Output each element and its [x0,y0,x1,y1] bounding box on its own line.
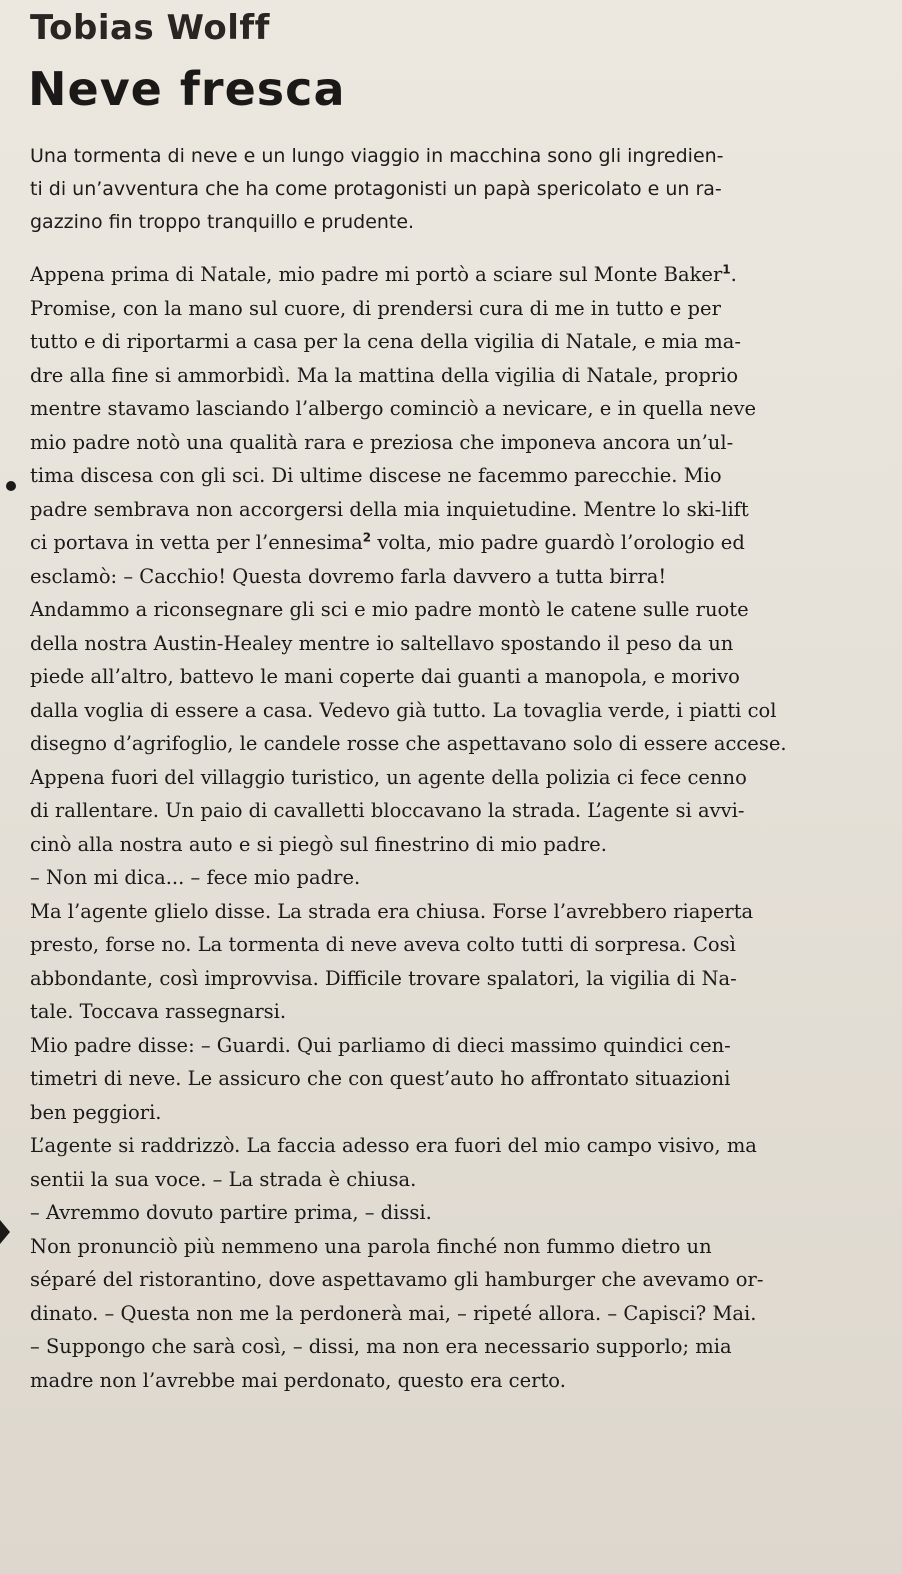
margin-triangle-icon [0,1220,10,1244]
body-line: Ma l’agente glielo disse. La strada era chiusa. Forse l’avrebbero riaperta [30,899,754,923]
author-name: Tobias Wolff [30,8,270,48]
story-body [30,258,898,1397]
story-title: Neve fresca [28,62,346,116]
footnote-mark: 1 [722,262,731,277]
body-line: Non pronunciò più nemmeno una parola finché non fummo dietro un [30,1234,712,1258]
intro-line: Una tormenta di neve e un lungo viaggio in macchina sono gli ingredien- [30,145,724,167]
body-line: – Suppongo che sarà così, – dissi, ma non era necessario supporlo; mia [30,1335,732,1358]
body-line: timetri di neve. Le assicuro che con quest’auto ho affrontato situazioni [30,1067,731,1090]
body-line: – Non mi dica... – fece mio padre. [30,866,361,889]
body-line: disegno d’agrifoglio, le candele rosse che aspettavano solo di essere accese. [30,732,787,755]
body-line: tale. Toccava rassegnarsi. [30,1000,287,1023]
body-line: Andammo a riconsegnare gli sci e mio padre montò le catene sulle ruote [30,598,749,621]
body-line: ben peggiori. [30,1100,162,1124]
body-line: séparé del ristorantino, dove aspettavamo gli hamburger che avevamo or- [30,1268,764,1291]
body-line: padre sembrava non accorgersi della mia inquietudine. Mentre lo ski-lift [30,497,749,521]
intro-line: gazzino fin troppo tranquillo e prudente. [30,211,415,233]
body-line: sentii la sua voce. – La strada è chiusa. [30,1167,417,1191]
body-line: ci portava in vetta per l’ennesima$^2$ volta, mio padre guardò l’orologio ed [30,530,745,554]
body-line: mentre stavamo lasciando l’albergo cominciò a nevicare, e in quella neve [30,397,757,420]
body-line: dre alla fine si ammorbidì. Ma la mattina della vigilia di Natale, proprio [30,363,739,387]
body-line: mio padre notò una qualità rara e preziosa che imponeva ancora un’ul- [30,430,734,454]
body-line: L’agente si raddrizzò. La faccia adesso era fuori del mio campo visivo, ma [30,1134,757,1157]
body-line: piede all’altro, battevo le mani coperte dai guanti a manopola, e morivo [30,665,740,688]
body-line: Promise, con la mano sul cuore, di prendersi cura di me in tutto e per [30,296,721,320]
body-line: presto, forse no. La tormenta di neve aveva colto tutti di sorpresa. Così [30,933,736,956]
body-line: tima discesa con gli sci. Di ultime discese ne facemmo parecchie. Mio [30,464,722,487]
body-line: cinò alla nostra auto e si piegò sul finestrino di mio padre. [30,832,607,856]
body-line: tutto e di riportarmi a casa per la cena della vigilia di Natale, e mia ma- [30,330,741,353]
body-line: Mio padre disse: – Guardi. Qui parliamo di dieci massimo quindici cen- [30,1033,731,1057]
body-line: Appena fuori del villaggio turistico, un agente della polizia ci fece cenno [30,765,747,789]
body-line: di rallentare. Un paio di cavalletti bloccavano la strada. L’agente si avvi- [30,799,745,822]
footnote-mark: 2 [362,530,372,545]
intro-line: ti di un’avventura che ha come protagonisti un papà spericolato e un ra- [30,178,722,200]
body-line: abbondante, così improvvisa. Difficile trovare spalatori, la vigilia di Na- [30,966,737,990]
body-line: esclamò: – Cacchio! Questa dovremo farla davvero a tutta birra! [30,564,667,588]
body-line: della nostra Austin-Healey mentre io saltellavo spostando il peso da un [30,631,734,655]
body-line: – Avremmo dovuto partire prima, – dissi. [30,1201,432,1224]
intro-paragraph [30,140,880,239]
body-line: dalla voglia di essere a casa. Vedevo già tutto. La tovaglia verde, i piatti col [30,698,777,722]
body-line: madre non l’avrebbe mai perdonato, questo era certo. [30,1368,566,1392]
margin-bullet-icon [6,481,16,491]
body-line: dinato. – Questa non me la perdonerà mai, – ripeté allora. – Capisci? Mai. [30,1301,757,1325]
body-line: Appena prima di Natale, mio padre mi portò a sciare sul Monte Baker$^1$. [30,262,737,286]
